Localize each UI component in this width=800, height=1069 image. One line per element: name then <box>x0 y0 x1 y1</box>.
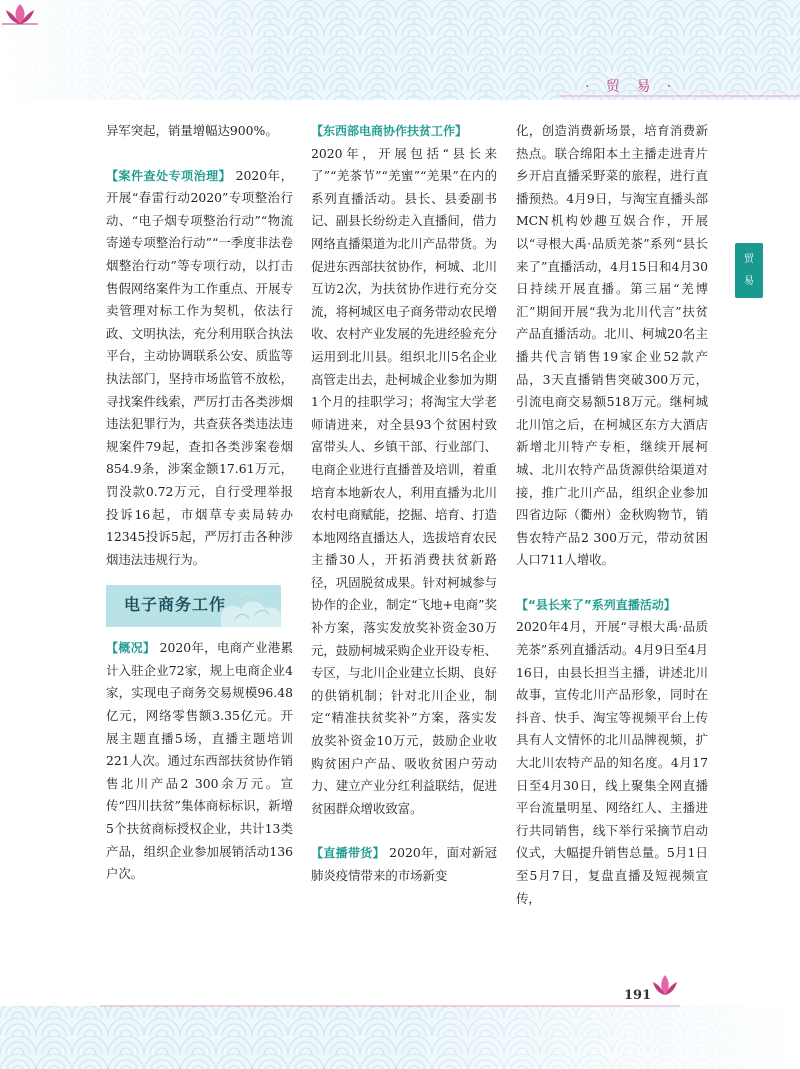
paragraph-body: 2020年4月，开展“寻根大禹·品质羌茶”系列直播活动。4月9日至4月16日，由县长担当主播，讲述北川故事，宣传北川产品形象，同时在抖音、快手、淘宝等视频平台上传具有人文情怀的北川品牌视频，扩大北川农特产品的知名度。4月17日至4月30日，线上聚集全网直播平台流量明星、网络红人、主播进行共同销售，线下举行采摘节启动仪式，大幅提升销售总量。5月1日至5月7日，复盘直播及短视频宣传， <box>516 619 708 906</box>
cloud-pattern-icon <box>211 585 281 627</box>
paragraph-body: 2020年，开展“春雷行动2020”专项整治行动、“电子烟专项整治行动”“物流寄递专项整治行动”“一季度非法卷烟整治行动”等专项行动，以打击售假网络案件为工作重点、开展专卖管理对标工作为契机，依法行政、文明执法，充分利用联合执法平台，主动协调联系公安、质监等执法部门，坚持市场监管不放松，寻找案件线索，严厉打击各类涉烟违法犯罪行为，共查获各类违法违规案件79起，查扣各类涉案卷烟854.9条，涉案金额17.61万元，罚没款0.72万元，自行受理举报投诉16起，市烟草专卖局转办12345投诉5起，严厉打击各种涉烟违法违规行为。 <box>106 167 293 567</box>
section-banner <box>106 585 281 627</box>
paragraph-continued: 异军突起，销量增幅达900%。 <box>106 123 278 138</box>
header-wave-band <box>0 0 800 115</box>
paragraph-heading: 【案件查处专项治理】 <box>106 168 232 183</box>
page-number: 191 <box>624 988 652 1003</box>
section-name: · 贸 易 · <box>585 79 678 95</box>
paragraph-continued: 化，创造消费新场景，培育消费新热点。联合绵阳本土主播走进青片乡开启直播采野菜的旅程，进行直播预热。4月9日，与淘宝直播头部MCN机构妙趣互娱合作，开展以“寻根大禹·品质羌茶”系列“县长来了”直播活动，4月15日和4月30日持续开展直播。第三届“羌博汇”期间开展“我为北川代言”扶贫产品直播活动。北川、柯城20名主播共代言销售19家企业52款产品，3天直播销售突破300万元，引流电商交易额518万元。继柯城北川馆之后，在柯城区东方大酒店新增北川特产专柜，继续开展柯城、北川农特产品货源供给渠道对接，推广北川产品，组织企业参加四省边际（衢州）金秋购物节，销售农特产品2 300万元，带动贫困人口711人增收。 <box>516 123 708 568</box>
lotus-icon <box>0 0 40 28</box>
paragraph-east-west-cooperation <box>311 120 497 820</box>
paragraph-heading: 【直播带货】 <box>311 846 385 861</box>
side-category-tab <box>735 243 763 298</box>
paragraph-overview <box>106 637 293 886</box>
side-tab-char-1: 贸 <box>744 254 754 265</box>
section-banner-title: 电子商务工作 <box>124 595 227 615</box>
text-column-3 <box>516 120 708 910</box>
footer-wave-band <box>0 1000 800 1069</box>
paragraph-county-head-live <box>516 594 708 910</box>
side-tab-char-2: 易 <box>744 276 754 287</box>
paragraph-heading: 【概况】 <box>106 641 156 656</box>
paragraph-body: 2020年，开展包括“县长来了”“羌茶节”“羌蜜”“羌果”在内的系列直播活动。县长、县委副书记、副县长纷纷走入直播间，借力网络直播渠道为北川产品带货。为促进东西部扶贫协作，柯城、北川互访2次，为扶贫协作进行充分交流，将柯城区电子商务带动农民增收、农村产业发展的先进经验充分运用到北川县。组织北川5名企业高管走出去，赴柯城企业参加为期1个月的挂职学习；将淘宝大学老师请进来，对全县93个贫困村致富带头人、乡镇干部、行业部门、电商企业进行直播普及培训，着重培育本地新农人，利用直播为北川农村电商赋能，挖掘、培育、打造本地网络直播达人，选拔培育农民主播30人，开拓消费扶贫新路径，巩固脱贫成果。针对柯城参与协作的企业，制定“飞地+电商”奖补方案，落实发放奖补资金30万元，鼓励柯城采购企业开设专柜、专区，与北川企业建立长期、良好的供销机制；针对北川企业，制定“精准扶贫奖补”方案，落实发放奖补资金10万元，鼓励企业收购贫困户产品、吸收贫困户劳动力、建立产业分红利益联结，促进贫困群众增收致富。 <box>311 145 497 816</box>
paragraph-case-investigation <box>106 165 293 572</box>
paragraph-heading: 【东西部电商协作扶贫工作】 <box>311 124 468 138</box>
paragraph-heading: 【“县长来了”系列直播活动】 <box>516 597 676 612</box>
paragraph-body: 2020年，电商产业港累计入驻企业72家，规上电商企业4家，实现电子商务交易规模96.48亿元，网络零售额3.35亿元。开展主题直播5场，直播主题培训221人次。通过东西部扶贫协作销售北川产品2 300余万元。宣传“四川扶贫”集体商标标识，新增5个扶贫商标授权企业，共计13类产品，组织企业参加展销活动136户次。 <box>106 640 293 882</box>
wave-pattern-icon <box>0 0 800 115</box>
paragraph-body: 2020年，面对新冠肺炎疫情带来的市场新变 <box>311 845 497 883</box>
lotus-icon <box>650 972 680 1002</box>
wave-pattern-icon <box>0 1000 800 1069</box>
paragraph-livestream-sales <box>311 842 497 887</box>
text-column-2 <box>311 120 497 888</box>
text-column-1 <box>106 120 293 886</box>
